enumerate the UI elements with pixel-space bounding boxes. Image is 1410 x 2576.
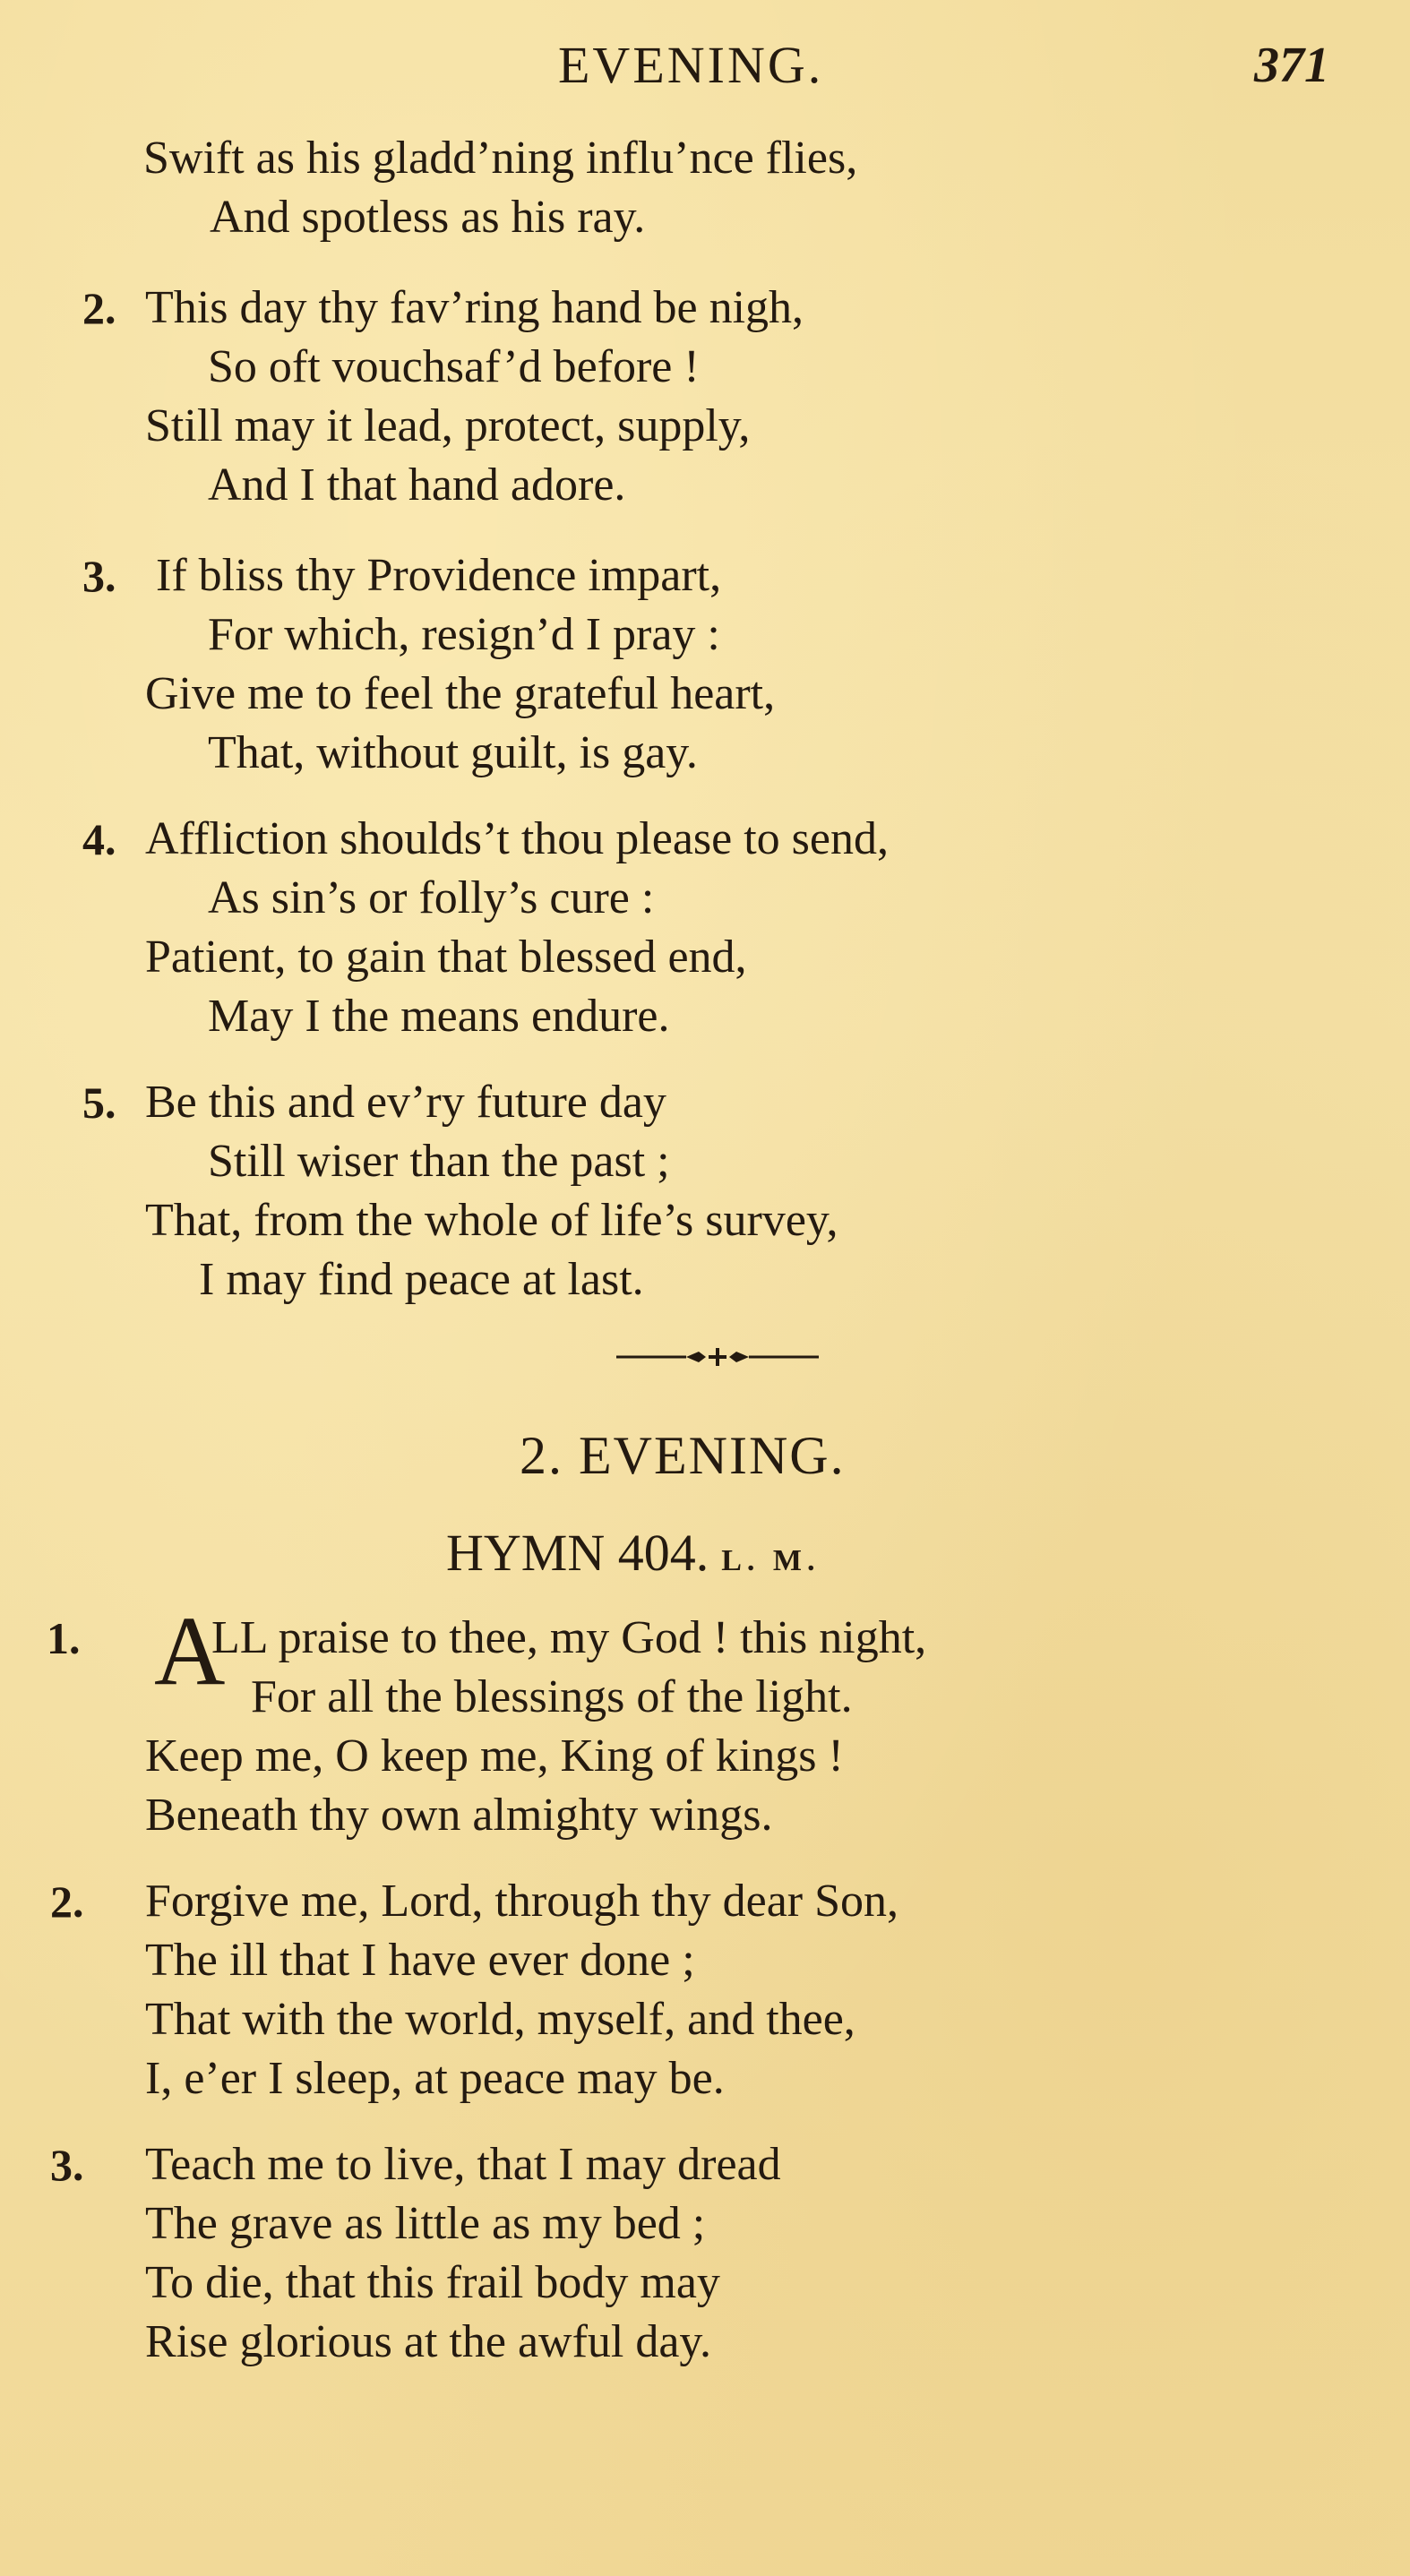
drop-cap: A — [154, 1596, 226, 1705]
verse-line: For which, resign’d I pray : — [208, 609, 720, 660]
verse-line: For all the blessings of the light. — [251, 1671, 853, 1722]
verse-line: Still wiser than the past ; — [208, 1136, 670, 1187]
verse-line: As sin’s or folly’s cure : — [208, 872, 655, 923]
stanza-number: 3. — [82, 551, 116, 601]
hymn-label: HYMN 404. — [446, 1524, 709, 1582]
verse-line: Give me to feel the grateful heart, — [145, 668, 776, 719]
stanza-number: 2. — [50, 1876, 84, 1927]
verse-line: That with the world, myself, and thee, — [145, 1994, 855, 2045]
stanza-number: 4. — [82, 814, 116, 864]
verse-line: I may find peace at last. — [199, 1254, 644, 1305]
verse-line: Beneath thy own almighty wings. — [145, 1790, 773, 1841]
verse-line: Still may it lead, protect, supply, — [145, 400, 751, 451]
verse-line: Affliction shoulds’t thou please to send, — [145, 813, 889, 864]
stanza-number: 3. — [50, 2140, 84, 2190]
verse-line: And spotless as his ray. — [210, 192, 646, 243]
verse-line: Patient, to gain that blessed end, — [145, 932, 747, 983]
stanza-number: 2. — [82, 283, 116, 333]
running-head — [0, 34, 1410, 97]
section-title: 2. EVENING. — [520, 1426, 846, 1485]
ornament-rule-icon — [616, 1346, 819, 1368]
verse-line: May I the means endure. — [208, 991, 670, 1042]
stanza-number: 5. — [82, 1078, 116, 1128]
verse-line: The grave as little as my bed ; — [145, 2198, 706, 2249]
hymn-meter: L. M. — [721, 1544, 821, 1577]
verse-line: LL praise to thee, my God ! this night, — [211, 1612, 927, 1663]
verse-line: This day thy fav’ring hand be nigh, — [145, 282, 804, 333]
verse-line: To die, that this frail body may — [145, 2257, 720, 2308]
verse-line: I, e’er I sleep, at peace may be. — [145, 2053, 725, 2104]
verse-line: Swift as his gladd’ning influ’nce flies, — [143, 133, 858, 184]
verse-line: Be this and ev’ry future day — [145, 1077, 666, 1128]
verse-line: That, from the whole of life’s survey, — [145, 1195, 838, 1246]
verse-line: If bliss thy Providence impart, — [156, 550, 722, 601]
stanza-number: 1. — [47, 1613, 81, 1663]
verse-line: Forgive me, Lord, through thy dear Son, — [145, 1876, 899, 1927]
verse-line: So oft vouchsaf’d before ! — [208, 341, 700, 392]
verse-line: Keep me, O keep me, King of kings ! — [145, 1730, 844, 1782]
running-head-title: EVENING. — [558, 36, 824, 94]
verse-line: Rise glorious at the awful day. — [145, 2316, 712, 2367]
verse-line: Teach me to live, that I may dread — [145, 2139, 781, 2190]
verse-line: The ill that I have ever done ; — [145, 1935, 695, 1986]
verse-line: And I that hand adore. — [208, 459, 626, 511]
page-number: 371 — [1254, 38, 1329, 93]
hymn-heading — [446, 1521, 821, 1593]
verse-line: That, without guilt, is gay. — [208, 727, 698, 778]
